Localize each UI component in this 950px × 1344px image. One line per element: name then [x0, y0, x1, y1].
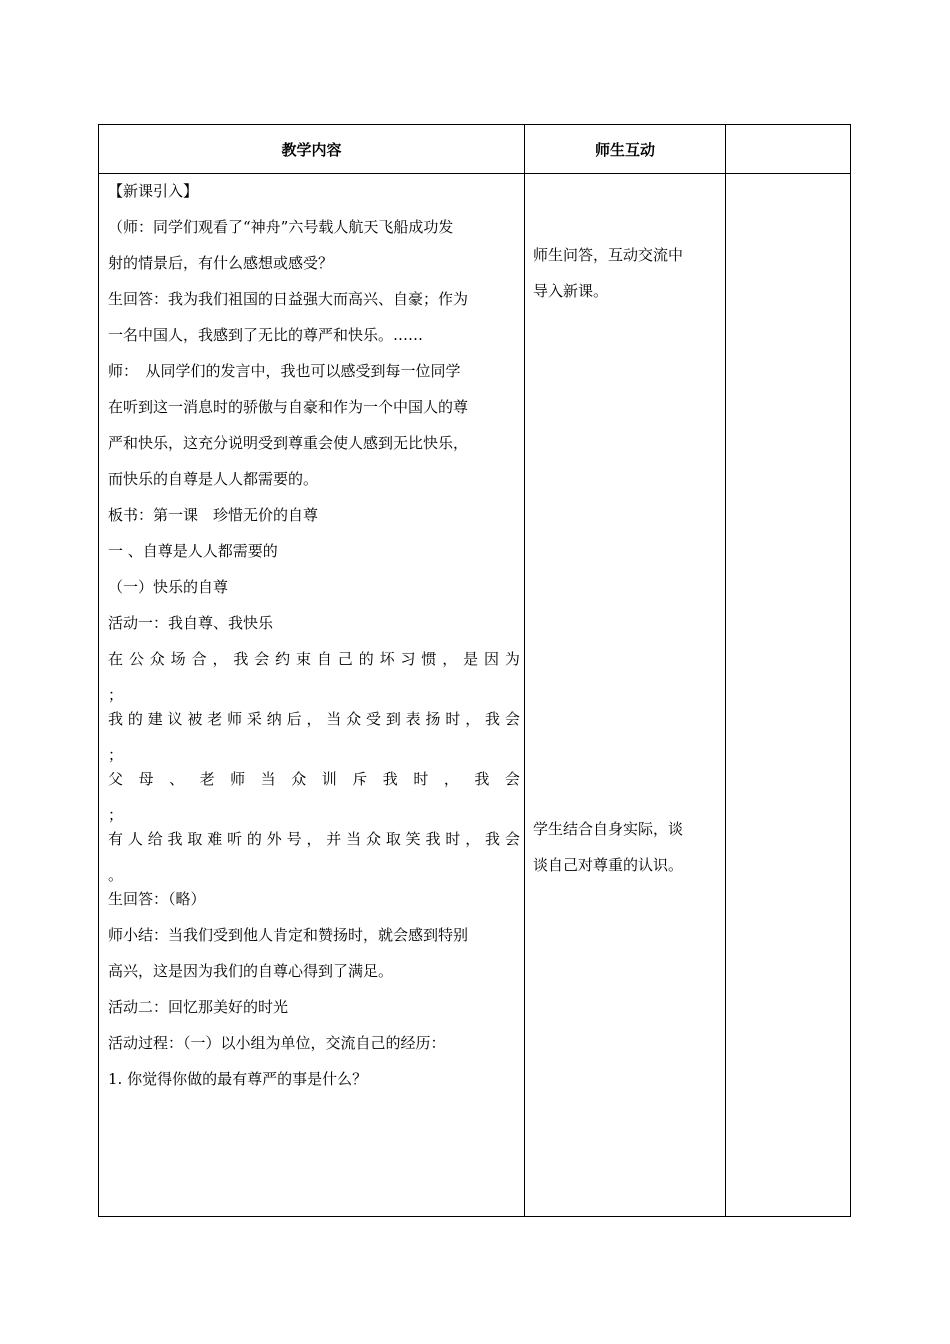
prompt-char: 有	[108, 830, 124, 848]
content-line: 活动一：我自尊、我快乐	[108, 614, 274, 632]
teaching-content	[108, 178, 520, 1102]
column-divider	[524, 125, 525, 1216]
prompt-char: 后	[286, 710, 302, 728]
prompt-char: 到	[385, 710, 401, 728]
prompt-char: 师	[230, 770, 246, 788]
prompt-char: ，	[306, 710, 322, 728]
content-line: 高兴，这是因为我们的自尊心得到了满足。	[108, 962, 394, 980]
content-line: 师小结：当我们受到他人肯定和赞扬时，就会感到特别	[108, 926, 469, 944]
note-line: 师生问答，互动交流中	[533, 246, 684, 264]
content-line: 生回答：（略）	[108, 890, 206, 908]
prompt-char: 老	[199, 770, 215, 788]
content-line: 在听到这一消息时的骄傲与自豪和作为一个中国人的尊	[108, 398, 469, 416]
prompt-char: 受	[365, 710, 381, 728]
prompt-char: 为	[504, 650, 520, 668]
prompt-char: 习	[400, 650, 416, 668]
prompt-end-mark: ；	[108, 746, 124, 764]
note-line: 导入新课。	[533, 282, 609, 300]
prompt-char: ，	[465, 710, 481, 728]
prompt-char: 难	[207, 830, 223, 848]
lesson-plan-table	[98, 124, 851, 1217]
prompt-char: 时	[413, 770, 429, 788]
activity-prompt	[108, 706, 520, 742]
prompt-char: 并	[326, 830, 342, 848]
interaction-note	[533, 237, 723, 309]
prompt-char: 我	[425, 830, 441, 848]
prompt-char: 众	[346, 710, 362, 728]
prompt-char: 会	[254, 650, 270, 668]
prompt-char: 会	[504, 710, 520, 728]
prompt-char: 训	[321, 770, 337, 788]
content-line: 而快乐的自尊是人人都需要的。	[108, 470, 319, 488]
prompt-char: 会	[504, 770, 520, 788]
prompt-char: 采	[246, 710, 262, 728]
prompt-char: 人	[127, 830, 143, 848]
prompt-char: 被	[187, 710, 203, 728]
content-line: 师： 从同学们的发言中，我也可以感受到每一位同学	[108, 362, 461, 380]
content-line: 活动过程：（一）以小组为单位，交流自己的经历：	[108, 1034, 446, 1052]
prompt-char: 我	[108, 710, 124, 728]
header-notes	[726, 125, 850, 173]
prompt-char: ，	[442, 650, 458, 668]
prompt-char: 坏	[379, 650, 395, 668]
prompt-char: 因	[484, 650, 500, 668]
prompt-char: 、	[169, 770, 185, 788]
prompt-char: 的	[358, 650, 374, 668]
prompt-char: 公	[128, 650, 144, 668]
note-line: 学生结合自身实际，谈	[533, 820, 684, 838]
note-line: 谈自己对尊重的认识。	[533, 856, 684, 874]
header-interaction: 师生互动	[594, 140, 655, 159]
prompt-char: ，	[443, 770, 459, 788]
prompt-char: 纳	[266, 710, 282, 728]
prompt-char: 的	[127, 710, 143, 728]
prompt-char: 取	[385, 830, 401, 848]
content-line: 射的情景后，有什么感想或感受？	[108, 254, 334, 272]
prompt-char: 号	[286, 830, 302, 848]
activity-prompt	[108, 646, 520, 682]
prompt-end-mark: ；	[108, 686, 124, 704]
content-line: 活动二：回忆那美好的时光	[108, 998, 289, 1016]
prompt-char: 场	[170, 650, 186, 668]
prompt-end-mark: 。	[108, 866, 124, 884]
prompt-char: 笑	[405, 830, 421, 848]
prompt-char: 我	[474, 770, 490, 788]
column-divider	[725, 125, 726, 1216]
prompt-char: 老	[207, 710, 223, 728]
activity-prompt	[108, 826, 520, 862]
prompt-char: 建	[147, 710, 163, 728]
prompt-char: 时	[445, 710, 461, 728]
prompt-char: 外	[266, 830, 282, 848]
prompt-char: 合	[191, 650, 207, 668]
prompt-char: 众	[149, 650, 165, 668]
prompt-char: 斥	[352, 770, 368, 788]
header-divider	[99, 173, 850, 174]
prompt-char: 众	[365, 830, 381, 848]
prompt-char: 己	[337, 650, 353, 668]
content-line: 生回答：我为我们祖国的日益强大而高兴、自豪；作为	[108, 290, 469, 308]
activity-prompt	[108, 766, 520, 802]
prompt-char: 当	[326, 710, 342, 728]
prompt-char: 我	[382, 770, 398, 788]
prompt-char: 扬	[425, 710, 441, 728]
prompt-char: 议	[167, 710, 183, 728]
header-teaching-content: 教学内容	[281, 140, 342, 159]
prompt-char: 惯	[421, 650, 437, 668]
prompt-char: 当	[260, 770, 276, 788]
prompt-char: 我	[485, 830, 501, 848]
prompt-char: 的	[246, 830, 262, 848]
prompt-char: ，	[465, 830, 481, 848]
content-line: （师：同学们观看了“神舟”六号载人航天飞船成功发	[108, 218, 454, 236]
prompt-char: 束	[296, 650, 312, 668]
prompt-end-mark: ；	[108, 806, 124, 824]
prompt-char: 是	[463, 650, 479, 668]
prompt-char: 会	[504, 830, 520, 848]
prompt-char: 时	[445, 830, 461, 848]
prompt-char: 当	[346, 830, 362, 848]
prompt-char: 我	[233, 650, 249, 668]
prompt-char: 表	[405, 710, 421, 728]
content-line: 板书：第一课 珍惜无价的自尊	[108, 506, 319, 524]
prompt-char: 我	[167, 830, 183, 848]
prompt-char: ，	[306, 830, 322, 848]
content-line: 一名中国人，我感到了无比的尊严和快乐。……	[108, 326, 424, 344]
content-line: 一 、自尊是人人都需要的	[108, 542, 278, 560]
prompt-char: 在	[108, 650, 124, 668]
prompt-char: 师	[227, 710, 243, 728]
prompt-char: ，	[212, 650, 228, 668]
prompt-char: 给	[147, 830, 163, 848]
prompt-char: 众	[291, 770, 307, 788]
content-line: 严和快乐，这充分说明受到尊重会使人感到无比快乐，	[108, 434, 469, 452]
prompt-char: 父	[108, 770, 124, 788]
prompt-char: 我	[485, 710, 501, 728]
prompt-char: 取	[187, 830, 203, 848]
prompt-char: 听	[227, 830, 243, 848]
interaction-note	[533, 811, 723, 883]
prompt-char: 自	[316, 650, 332, 668]
prompt-char: 母	[138, 770, 154, 788]
content-line: 【新课引入】	[108, 182, 199, 200]
content-line: （一）快乐的自尊	[108, 578, 229, 596]
prompt-char: 约	[275, 650, 291, 668]
content-line: 1. 你觉得你做的最有尊严的事是什么？	[108, 1070, 368, 1088]
